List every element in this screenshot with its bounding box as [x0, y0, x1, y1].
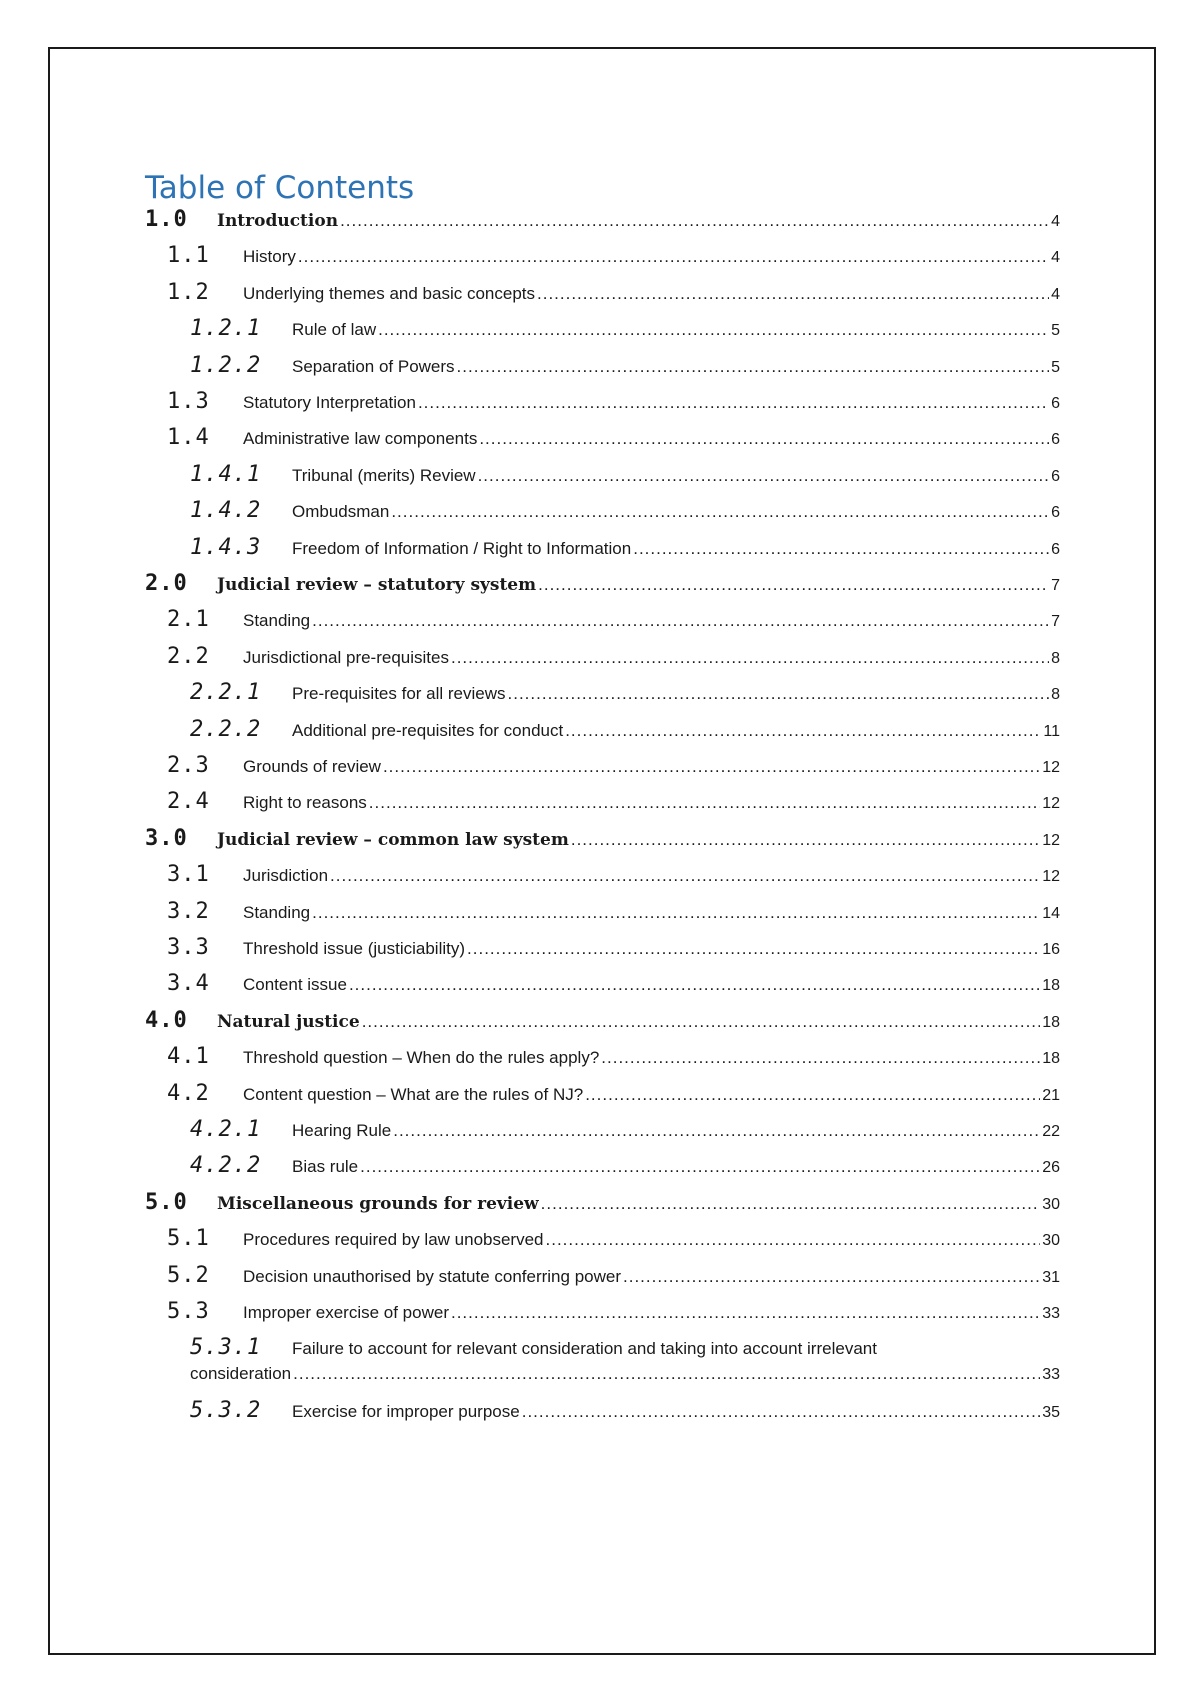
dot-leader: [457, 357, 1050, 377]
toc-entry-page: 6: [1051, 467, 1060, 485]
dot-leader: [418, 393, 1049, 413]
dot-leader: [369, 793, 1040, 813]
toc-entry-page: 12: [1042, 795, 1060, 813]
toc-entry-page: 14: [1042, 904, 1060, 922]
toc-entry-page: 4: [1051, 213, 1060, 230]
toc-entry-label: Judicial review – common law system: [217, 829, 569, 850]
dot-leader: [522, 1402, 1040, 1422]
toc-entry[interactable]: [167, 1081, 1060, 1121]
toc-entry-number: 2.3: [167, 753, 210, 778]
dot-leader: [312, 903, 1040, 923]
dot-leader: [537, 284, 1049, 304]
dot-leader: [467, 939, 1040, 959]
toc-entry-page: 8: [1051, 686, 1060, 704]
toc-entry-number: 1.2: [167, 279, 210, 305]
toc-entry[interactable]: [167, 425, 1060, 465]
toc-entry[interactable]: [167, 935, 1060, 975]
toc-entry-label: Statutory Interpretation: [243, 393, 416, 412]
dot-leader: [378, 320, 1049, 340]
toc-entry-page: 6: [1051, 431, 1060, 449]
dot-leader: [293, 1364, 1040, 1384]
toc-entry-number: 3.1: [167, 862, 210, 888]
toc-entry-page: 26: [1042, 1159, 1060, 1177]
toc-entry-number: 5.3.2: [190, 1397, 262, 1423]
toc-entry-page: 16: [1042, 941, 1060, 958]
toc-entry-label: Hearing Rule: [292, 1121, 392, 1140]
dot-leader: [633, 539, 1049, 559]
toc-entry-number: 2.0: [145, 571, 188, 596]
toc-entry-label: Pre-requisites for all reviews: [292, 684, 506, 704]
toc-entry[interactable]: [190, 353, 1060, 393]
toc-entry[interactable]: [190, 717, 1060, 757]
dot-leader: [538, 575, 1049, 595]
toc-entry-number: 5.3: [167, 1299, 210, 1324]
toc-entry-number: 2.2.2: [190, 716, 262, 742]
toc-entry-page: 5: [1051, 322, 1060, 340]
toc-entry[interactable]: [190, 680, 1060, 720]
toc-entry-label-continued: consideration: [190, 1364, 292, 1384]
toc-entry[interactable]: [167, 644, 1060, 684]
toc-entry-label: Jurisdictional pre-requisites: [243, 647, 449, 667]
toc-entry-label: Bias rule: [292, 1157, 359, 1177]
toc-entry-label: Content question – What are the rules of NJ?: [243, 1084, 584, 1104]
toc-entry-label: Natural justice: [217, 1011, 360, 1032]
toc-entry[interactable]: [167, 607, 1060, 647]
dot-leader: [298, 247, 1049, 267]
dot-leader: [571, 830, 1040, 850]
toc-entry[interactable]: [167, 1226, 1060, 1266]
dot-leader: [330, 866, 1040, 886]
toc-entry-label: Failure to account for relevant consideration and taking into account irrelevant: [292, 1339, 877, 1359]
toc-entry[interactable]: [167, 280, 1060, 320]
toc-entry-label: Separation of Powers: [292, 356, 455, 376]
toc-entry-number: 2.1: [167, 607, 210, 633]
dot-leader: [479, 429, 1049, 449]
toc-entry-label: Procedures required by law unobserved: [243, 1230, 544, 1250]
toc-entry[interactable]: [190, 1153, 1060, 1193]
toc-entry-number: 2.2.1: [190, 680, 262, 706]
toc-entry[interactable]: [190, 535, 1060, 575]
toc-entry-number: 5.2: [167, 1262, 210, 1288]
toc-entry-label: Rule of law: [292, 320, 377, 340]
toc-entry[interactable]: [190, 462, 1060, 502]
toc-entry-page: 4: [1051, 249, 1060, 267]
dot-leader: [508, 684, 1050, 704]
toc-entry-page: 31: [1042, 1268, 1060, 1286]
toc-entry-label: Administrative law components: [243, 429, 478, 449]
toc-entry[interactable]: [167, 1044, 1060, 1084]
dot-leader: [383, 757, 1040, 777]
toc-entry-page: 11: [1043, 722, 1060, 740]
dot-leader: [546, 1230, 1041, 1250]
toc-entry-label: Exercise for improper purpose: [292, 1401, 520, 1421]
toc-entry[interactable]: [167, 1263, 1060, 1303]
toc-entry-label: Judicial review – statutory system: [217, 575, 537, 595]
toc-entry-number: 4.2.1: [190, 1117, 262, 1142]
toc-entry[interactable]: [190, 1398, 1060, 1438]
dot-leader: [623, 1267, 1040, 1287]
toc-entry-page: 18: [1042, 977, 1060, 995]
dot-leader: [349, 975, 1040, 995]
toc-entry-number: 1.2.1: [190, 316, 262, 342]
dot-leader: [565, 721, 1041, 741]
toc-entry[interactable]: [167, 389, 1060, 429]
toc-entry-number: 5.3.1: [190, 1335, 262, 1361]
toc-entry-label: Standing: [243, 902, 311, 922]
toc-entry-number: 4.2: [167, 1080, 210, 1106]
toc-entry-label: Underlying themes and basic concepts: [243, 283, 535, 303]
toc-entry[interactable]: [167, 243, 1060, 283]
toc-entry-label: Decision unauthorised by statute conferring power: [243, 1266, 621, 1286]
dot-leader: [585, 1085, 1040, 1105]
toc-entry-number: 5.0: [145, 1189, 188, 1215]
toc-entry-number: 4.2.2: [190, 1153, 262, 1179]
toc-entry-number: 3.4: [167, 971, 210, 997]
toc-entry[interactable]: [167, 899, 1060, 939]
dot-leader: [451, 648, 1049, 668]
toc-entry-number: 1.4.2: [190, 498, 262, 524]
toc-entry-page: 12: [1042, 831, 1060, 849]
toc-entry[interactable]: [190, 498, 1060, 538]
toc-entry-number: 1.0: [145, 207, 188, 232]
dot-leader: [393, 1121, 1040, 1141]
toc-entry-number: 3.0: [145, 825, 188, 851]
toc-entry-page: 6: [1051, 504, 1060, 522]
toc-entry-page: 18: [1042, 1050, 1060, 1068]
toc-entry-label: Threshold issue (justiciability): [243, 939, 466, 958]
toc-entry-page: 33: [1042, 1305, 1060, 1322]
toc-entry[interactable]: [167, 753, 1060, 793]
toc-entry-page: 5: [1051, 358, 1060, 376]
dot-leader: [360, 1157, 1040, 1177]
toc-entry-label: Content issue: [243, 975, 347, 995]
toc-entry-page: 8: [1051, 649, 1060, 667]
toc-entry-page: 4: [1051, 285, 1060, 303]
toc-entry[interactable]: [145, 1190, 1060, 1230]
toc-entry-label: Threshold question – When do the rules apply?: [243, 1048, 600, 1068]
toc-entry-number: 4.1: [167, 1044, 210, 1070]
toc-entry-number: 2.4: [167, 789, 210, 815]
toc-entry-label: History: [243, 247, 296, 267]
dot-leader: [312, 611, 1049, 631]
toc-entry-page: 18: [1042, 1013, 1060, 1031]
toc-entry-label: Miscellaneous grounds for review: [217, 1193, 539, 1214]
toc-entry-page: 7: [1051, 613, 1060, 631]
toc-entry-page: 30: [1042, 1232, 1060, 1250]
toc-entry-page: 35: [1042, 1403, 1060, 1421]
toc-entry[interactable]: [167, 971, 1060, 1011]
toc-entry[interactable]: [190, 1335, 1060, 1397]
toc-entry-label: Grounds of review: [243, 757, 381, 776]
toc-entry-label: Standing: [243, 611, 311, 631]
dot-leader: [451, 1303, 1040, 1323]
toc-entry-number: 4.0: [145, 1007, 188, 1033]
toc-entry[interactable]: [145, 826, 1060, 866]
toc-entry-page: 22: [1042, 1123, 1060, 1140]
toc-entry[interactable]: [167, 862, 1060, 902]
toc-entry-label: Introduction: [217, 211, 339, 231]
toc-entry-page: 6: [1051, 395, 1060, 412]
dot-leader: [601, 1048, 1040, 1068]
dot-leader: [340, 211, 1049, 231]
toc-entry[interactable]: [145, 207, 1060, 247]
toc-entry-number: 3.3: [167, 935, 210, 960]
toc-entry-page: 30: [1042, 1195, 1060, 1213]
toc-entry-page: 7: [1051, 577, 1060, 594]
toc-entry-number: 5.1: [167, 1226, 210, 1252]
toc-entry-number: 3.2: [167, 898, 210, 924]
toc-entry-number: 1.4.3: [190, 534, 262, 560]
toc-entry-page: 12: [1042, 759, 1060, 776]
toc-entry-number: 1.4.1: [190, 461, 262, 487]
toc-entry-number: 1.3: [167, 389, 210, 414]
toc-entry-page: 21: [1042, 1086, 1060, 1104]
dot-leader: [478, 466, 1050, 486]
toc-entry[interactable]: [145, 571, 1060, 611]
toc-entry-number: 1.1: [167, 243, 210, 269]
toc-entry-label: Additional pre-requisites for conduct: [292, 720, 564, 740]
dot-leader: [391, 502, 1049, 522]
toc-entry-page: 33: [1042, 1366, 1060, 1384]
toc-entry-number: 1.2.2: [190, 352, 262, 378]
toc-title: Table of Contents: [145, 170, 415, 206]
toc-entry[interactable]: [190, 1117, 1060, 1157]
dot-leader: [362, 1012, 1041, 1032]
dot-leader: [541, 1194, 1041, 1214]
toc-entry-label: Freedom of Information / Right to Information: [292, 538, 632, 558]
toc-entry-page: 12: [1042, 868, 1060, 886]
toc-entry-label: Improper exercise of power: [243, 1303, 449, 1322]
toc-entry[interactable]: [167, 789, 1060, 829]
toc-entry-number: 1.4: [167, 425, 210, 451]
toc-entry[interactable]: [190, 316, 1060, 356]
toc-entry-page: 6: [1051, 540, 1060, 558]
toc-entry[interactable]: [167, 1299, 1060, 1339]
toc-entry-label: Jurisdiction: [243, 866, 329, 886]
toc-entry-label: Right to reasons: [243, 793, 367, 813]
toc-entry-number: 2.2: [167, 643, 210, 669]
toc-entry-label: Tribunal (merits) Review: [292, 465, 476, 485]
toc-entry[interactable]: [145, 1008, 1060, 1048]
toc-entry-label: Ombudsman: [292, 502, 390, 522]
